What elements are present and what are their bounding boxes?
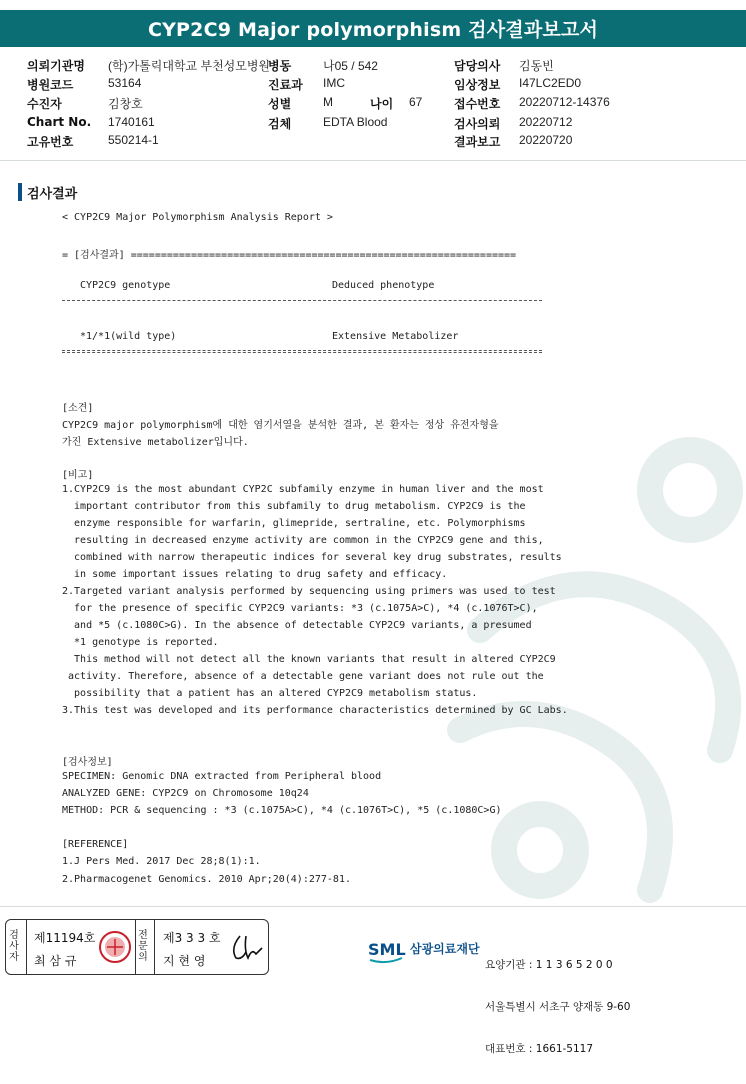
tester-seal-icon bbox=[98, 930, 132, 964]
institution-label: 의뢰기관명 bbox=[27, 59, 85, 73]
unique-no-value: 550214-1 bbox=[108, 133, 159, 147]
section-header bbox=[18, 182, 77, 202]
report-date-value: 20220720 bbox=[519, 133, 573, 147]
remarks-line: important contributor from this subfamily to drug metabolism. CYP2C9 is the bbox=[62, 501, 526, 512]
remarks-line: in some important issues relating to drug safety and efficacy. bbox=[62, 569, 448, 580]
remarks-line: *1 genotype is reported. bbox=[62, 637, 219, 648]
phenotype-column-header: Deduced phenotype bbox=[332, 280, 435, 291]
receipt-no-label: 접수번호 bbox=[454, 97, 501, 111]
doctor-label: 담당의사 bbox=[454, 59, 501, 73]
test-info-title: [검사정보] bbox=[62, 757, 113, 768]
footer bbox=[0, 914, 746, 1055]
org-code: 요양기관 : 1 1 3 6 5 2 0 0 bbox=[485, 959, 613, 971]
organization-info bbox=[485, 930, 630, 1084]
test-info-line: SPECIMEN: Genomic DNA extracted from Peripheral blood bbox=[62, 771, 382, 782]
hospital-code-value: 53164 bbox=[108, 76, 142, 90]
age-value: 67 bbox=[409, 95, 423, 109]
department-value: IMC bbox=[323, 76, 345, 90]
tester-id: 제11194호 bbox=[34, 931, 96, 945]
phenotype-result: Extensive Metabolizer bbox=[332, 331, 459, 342]
specimen-value: EDTA Blood bbox=[323, 115, 388, 129]
section-marker bbox=[18, 183, 22, 201]
sex-value: M bbox=[323, 95, 333, 109]
remarks-line: enzyme responsible for warfarin, glimepride, sertraline, etc. Polymorphisms bbox=[62, 518, 526, 529]
reference-line: 2.Pharmacogenet Genomics. 2010 Apr;20(4):277-81. bbox=[62, 874, 351, 885]
footer-divider bbox=[0, 906, 746, 907]
opinion-line: CYP2C9 major polymorphism에 대한 염기서열을 분석한 결과, 본 환자는 정상 유전자형을 bbox=[62, 420, 499, 431]
clinical-info-label: 임상정보 bbox=[454, 78, 501, 92]
genotype-column-header: CYP2C9 genotype bbox=[80, 280, 171, 291]
signature-divider bbox=[135, 920, 136, 974]
sex-label: 성별 bbox=[268, 97, 292, 111]
receipt-no-value: 20220712-14376 bbox=[519, 95, 610, 109]
test-info-line: METHOD: PCR & sequencing : *3 (c.1075A>C), *4 (c.1076T>C), *5 (c.1080C>G) bbox=[62, 805, 502, 816]
remarks-line: possibility that a patient has an altered CYP2C9 metabolism status. bbox=[62, 688, 478, 699]
remarks-line: 1.CYP2C9 is the most abundant CYP2C subfamily enzyme in human liver and the most bbox=[62, 484, 544, 495]
age-label: 나이 bbox=[370, 97, 394, 111]
remarks-line: This method will not detect all the known variants that result in altered CYP2C9 bbox=[62, 654, 556, 665]
request-date-label: 검사의뢰 bbox=[454, 117, 501, 131]
reviewer-id: 제3 3 3 호 bbox=[163, 931, 221, 945]
reviewer-label: 전문의 bbox=[138, 930, 148, 963]
result-header-line: = [검사결과] ================================================================ bbox=[62, 250, 517, 261]
tester-label: 검사자 bbox=[9, 930, 19, 963]
patient-value: 김창호 bbox=[108, 97, 143, 111]
reference-title: [REFERENCE] bbox=[62, 839, 129, 850]
opinion-line: 가진 Extensive metabolizer입니다. bbox=[62, 437, 249, 448]
hospital-code-label: 병원코드 bbox=[27, 78, 74, 92]
chart-no-value: 1740161 bbox=[108, 115, 155, 129]
remarks-line: and *5 (c.1080C>G). In the absence of detectable CYP2C9 variants, a presumed bbox=[62, 620, 532, 631]
request-date-value: 20220712 bbox=[519, 115, 573, 129]
chart-no-label: Chart No. bbox=[27, 115, 92, 129]
institution-value: (학)가톨릭대학교 부천성모병원 bbox=[108, 59, 271, 73]
remarks-line: resulting in decreased enzyme activity are common in the CYP2C9 gene and this, bbox=[62, 535, 544, 546]
unique-no-label: 고유번호 bbox=[27, 135, 74, 149]
organization-logo bbox=[366, 930, 480, 966]
remarks-line: 3.This test was developed and its performance characteristics determined by GC Labs. bbox=[62, 705, 568, 716]
report-heading: < CYP2C9 Major Polymorphism Analysis Report > bbox=[62, 212, 333, 223]
table-bottom-rule bbox=[62, 350, 542, 353]
organization-name: 삼광의료재단 bbox=[410, 941, 480, 956]
ward-value: 나05 / 542 bbox=[323, 59, 378, 73]
doctor-value: 김동빈 bbox=[519, 59, 554, 73]
specimen-label: 검체 bbox=[268, 117, 292, 131]
clinical-info-value: I47LC2ED0 bbox=[519, 76, 582, 90]
test-info-line: ANALYZED GENE: CYP2C9 on Chromosome 10q24 bbox=[62, 788, 309, 799]
signature-divider bbox=[154, 920, 155, 974]
header-divider bbox=[0, 160, 746, 161]
remarks-line: 2.Targeted variant analysis performed by sequencing using primers was used to test bbox=[62, 586, 556, 597]
org-phone: 대표번호 : 1661-5117 bbox=[485, 1043, 594, 1055]
remarks-title: [비고] bbox=[62, 470, 94, 481]
patient-info-grid bbox=[0, 54, 746, 150]
signature-box bbox=[5, 919, 269, 975]
reference-line: 1.J Pers Med. 2017 Dec 28;8(1):1. bbox=[62, 856, 261, 867]
table-header-rule bbox=[62, 300, 542, 301]
org-abbr: SML bbox=[368, 940, 406, 959]
opinion-title: [소견] bbox=[62, 403, 94, 414]
section-title: 검사결과 bbox=[27, 186, 78, 202]
patient-label: 수진자 bbox=[27, 97, 62, 111]
reviewer-signature bbox=[226, 930, 264, 964]
remarks-line: activity. Therefore, absence of a detectable gene variant does not rule out the bbox=[62, 671, 544, 682]
tester-name: 최 삼 규 bbox=[34, 954, 77, 968]
sml-logo-icon bbox=[366, 931, 406, 965]
genotype-result: *1/*1(wild type) bbox=[80, 331, 177, 342]
report-date-label: 결과보고 bbox=[454, 135, 501, 149]
ward-label: 병동 bbox=[268, 59, 292, 73]
remarks-line: combined with narrow therapeutic indices for several key drug substrates, results bbox=[62, 552, 562, 563]
signature-divider bbox=[26, 920, 27, 974]
reviewer-name: 지 현 영 bbox=[163, 954, 206, 968]
department-label: 진료과 bbox=[268, 78, 303, 92]
remarks-line: for the presence of specific CYP2C9 variants: *3 (c.1075A>C), *4 (c.1076T>C), bbox=[62, 603, 538, 614]
org-address: 서울특별시 서초구 양재동 9-60 bbox=[485, 1001, 631, 1013]
page-title: CYP2C9 Major polymorphism 검사결과보고서 bbox=[0, 10, 746, 47]
